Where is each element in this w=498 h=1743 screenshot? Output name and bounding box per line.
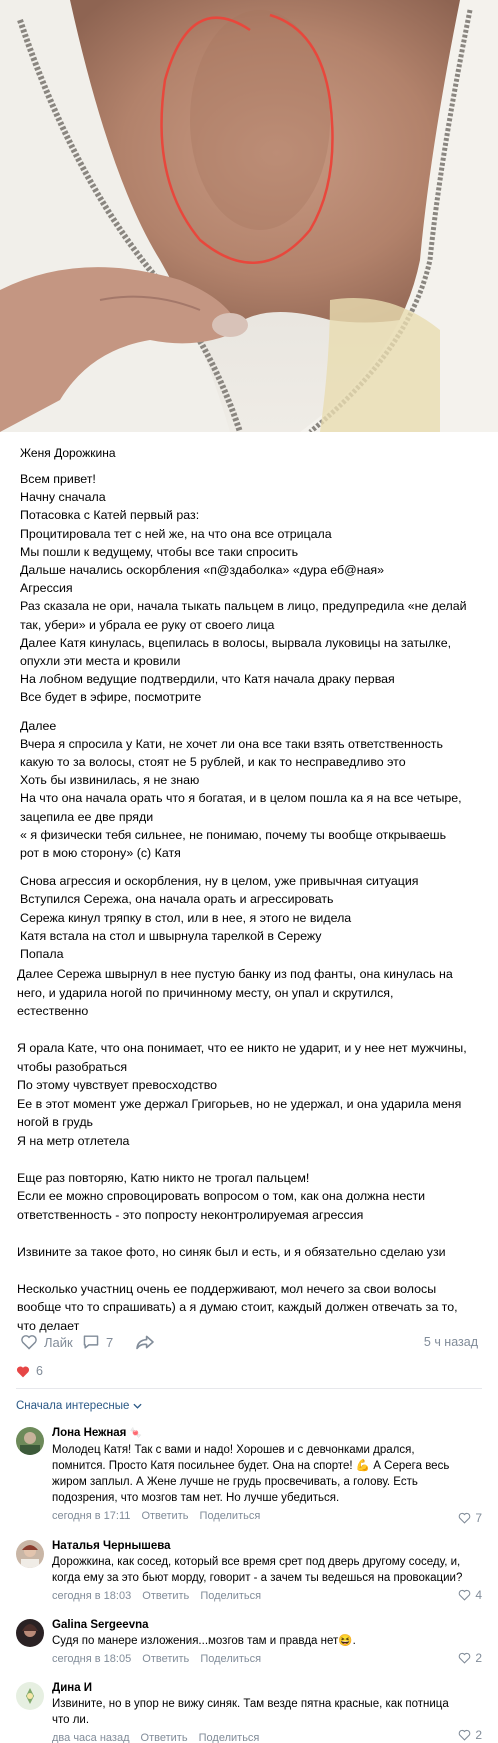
screenshot-author: Женя Дорожкина: [20, 446, 116, 460]
paragraph-gap: [17, 1261, 488, 1280]
avatar[interactable]: [16, 1540, 44, 1568]
avatar[interactable]: [16, 1619, 44, 1647]
text-line: ответственность - это попросту неконтролируемая агрессия: [17, 1207, 364, 1222]
screenshot-text: [20, 470, 488, 963]
text-line: Ее в этот момент уже держал Григорьев, но не удержал, и она ударила меня: [17, 1096, 462, 1111]
comment-author[interactable]: Galina Sergeevna: [52, 1619, 149, 1631]
text-line: Катя встала на стол и швырнула тарелкой в Сережу: [20, 928, 322, 943]
comment-meta: [52, 1588, 482, 1604]
share-link[interactable]: Поделиться: [198, 1732, 260, 1743]
text-line: Мы пошли к ведущему, чтобы все таки спросить: [20, 544, 299, 559]
comment-like-button[interactable]: [458, 1728, 482, 1742]
comment-text: Дорожкина, как сосед, который все время срет под дверь другому соседу, и, когда ему за это бьют морду, говорит - а зачем ты ведешься на провокации?: [52, 1556, 463, 1584]
text-line: Потасовка с Катей первый раз:: [20, 508, 200, 523]
text-line: рот в мою сторону» (с) Катя: [20, 846, 181, 861]
divider: [16, 1388, 482, 1389]
text-line: чтобы разобраться: [17, 1059, 128, 1074]
comment-time: сегодня в 18:05: [52, 1653, 132, 1665]
text-line: Если ее можно спровоцировать вопросом о том, как она должна нести: [17, 1189, 426, 1203]
comment-like-count: 4: [475, 1588, 482, 1602]
text-line: какую то за волосы, стоят не 5 рублей, и как то несправедливо это: [20, 755, 406, 770]
post-actions-bar: [0, 1330, 498, 1360]
paragraph-gap: [20, 862, 488, 872]
text-line: Я орала Кате, что она понимает, что ее никто не ударит, и у нее нет мужчины,: [17, 1041, 467, 1055]
comment-time: сегодня в 18:03: [52, 1590, 132, 1602]
share-arrow-icon: [135, 1334, 155, 1350]
reply-link[interactable]: Ответить: [140, 1732, 188, 1743]
comment-item: [16, 1617, 482, 1669]
like-button[interactable]: [20, 1334, 73, 1350]
comment-item: [16, 1538, 482, 1602]
text-line: Агрессия: [20, 581, 73, 596]
comment-meta: [52, 1730, 482, 1743]
comment-like-count: 2: [475, 1728, 482, 1742]
post-screenshot-1: [0, 432, 498, 965]
reactions-count: 6: [36, 1364, 43, 1378]
text-line: По этому чувствует превосходство: [17, 1078, 218, 1092]
text-line: естественно: [17, 1004, 89, 1018]
text-line: На лобном ведущие подтвердили, что Катя начала драку первая: [20, 672, 395, 687]
heart-outline-icon: [458, 1652, 471, 1664]
text-line: опухли эти места и кровили: [20, 654, 181, 669]
paragraph-gap: [17, 1150, 488, 1169]
text-line: Дальше начались оскорбления «п@здаболка» «дура еб@ная»: [20, 563, 385, 578]
comment-author[interactable]: Дина И: [52, 1682, 93, 1694]
reply-link[interactable]: Ответить: [142, 1590, 190, 1602]
comments-sort-label: Сначала интересные: [16, 1400, 130, 1412]
text-line: Я на метр отлетела: [17, 1133, 130, 1148]
emoji-badge-icon: 🍬: [129, 1428, 143, 1439]
screenshot-text-continued: [17, 965, 488, 1335]
avatar[interactable]: [16, 1427, 44, 1455]
heart-outline-icon: [458, 1589, 471, 1601]
text-line: Процитировала тет с ней же, на что она все отрицала: [20, 526, 332, 541]
heart-outline-icon: [458, 1512, 471, 1524]
photo-image: [0, 0, 498, 432]
share-link[interactable]: Поделиться: [200, 1590, 262, 1602]
comment-like-count: 7: [475, 1511, 482, 1525]
post-screenshot-2: [0, 965, 498, 1333]
chevron-down-icon: [133, 1403, 142, 1409]
comment-meta: [52, 1651, 482, 1667]
comments-button[interactable]: [82, 1334, 113, 1350]
heart-outline-icon: [458, 1729, 471, 1741]
text-line: Вступился Сережа, она начала орать и агрессировать: [20, 892, 334, 907]
text-line: так, убери» и убрала ее руку от своего лица: [20, 617, 275, 632]
heart-outline-icon: [20, 1334, 38, 1350]
comment-author[interactable]: Лона Нежная 🍬: [52, 1427, 143, 1439]
comment-text: Извините, но в упор не вижу синяк. Там везде пятна красные, как потница что ли.: [52, 1698, 449, 1726]
text-line: Всем привет!: [20, 472, 96, 486]
comment-like-button[interactable]: [458, 1588, 482, 1602]
text-line: вообще что то спрашивать) а я думаю стоит, каждый должен отвечать за то,: [17, 1300, 458, 1314]
text-line: Сережа кинул тряпку в стол, или в нее, я этого не видела: [20, 910, 352, 925]
comment-like-count: 2: [475, 1651, 482, 1665]
comment-time: два часа назад: [52, 1732, 130, 1743]
comment-time: сегодня в 17:11: [52, 1510, 131, 1522]
comment-text: Молодец Катя! Так с вами и надо! Хорошев и с девчонками дрался, помнится. Просто Катя посильнее будет. Она на спорте! 💪 А Серега весь жиром заплыл. А Жене лучше не грудь просвечивать, а голову. Есть подозрения, что мозгов там нет. Но лучше убедиться.: [52, 1444, 450, 1504]
paragraph-gap: [17, 1021, 488, 1040]
text-line: Раз сказала не ори, начала тыкать пальцем в лицо, предупредила «не делай: [20, 599, 467, 614]
paragraph-gap: [20, 707, 488, 717]
comments-count: 7: [106, 1334, 114, 1350]
text-line: ногой в грудь: [17, 1115, 94, 1129]
text-line: Далее Катя кинулась, вцепилась в волосы, вырвала луковицы на затылке,: [20, 635, 452, 650]
post-photo[interactable]: [0, 0, 498, 432]
paragraph-gap: [17, 1224, 488, 1243]
text-line: Снова агрессия и оскорбления, ну в целом, уже привычная ситуация: [20, 874, 419, 889]
reactions-summary[interactable]: [16, 1364, 43, 1378]
avatar[interactable]: [16, 1682, 44, 1710]
comment-icon: [82, 1334, 100, 1350]
text-line: Еще раз повторяю, Катю никто не трогал пальцем!: [17, 1170, 310, 1185]
like-label: Лайк: [44, 1334, 73, 1350]
text-line: « я физически тебя сильнее, не понимаю, почему ты вообще открываешь: [20, 827, 447, 842]
comment-item: [16, 1680, 482, 1743]
comment-item: [16, 1425, 482, 1525]
post-time: 5 ч назад: [423, 1335, 478, 1349]
text-line: Несколько участниц очень ее поддерживают, мол нечего за свои волосы: [17, 1281, 437, 1296]
text-line: На что она начала орать что я богатая, и в целом пошла ка я на все четыре,: [20, 791, 462, 806]
share-link[interactable]: Поделиться: [199, 1510, 261, 1522]
text-line: Попала: [20, 947, 64, 962]
comment-like-button[interactable]: [458, 1511, 482, 1525]
reply-link[interactable]: Ответить: [141, 1510, 189, 1522]
heart-filled-icon: [16, 1365, 30, 1378]
text-line: Далее Сережа швырнул в нее пустую банку из под фанты, она кинулась на: [17, 967, 453, 981]
text-line: зацепила ее две пряди: [20, 809, 154, 824]
comments-sort-dropdown[interactable]: [16, 1400, 142, 1412]
share-link[interactable]: Поделиться: [200, 1653, 262, 1665]
comment-like-button[interactable]: [458, 1651, 482, 1665]
text-line: Извините за такое фото, но синяк был и есть, и я обязательно сделаю узи: [17, 1244, 446, 1259]
text-line: что делает: [17, 1318, 80, 1333]
comment-meta: [52, 1508, 482, 1524]
text-line: него, и ударила ногой по причинному месту, он упал и скрутился,: [17, 985, 394, 1000]
text-line: Начну сначала: [20, 490, 106, 505]
text-line: Далее: [20, 718, 57, 733]
comment-author[interactable]: Наталья Чернышева: [52, 1540, 171, 1552]
comment-text: Судя по манере изложения...мозгов там и правда нет😆.: [52, 1635, 356, 1647]
text-line: Все будет в эфире, посмотрите: [20, 690, 202, 705]
reply-link[interactable]: Ответить: [142, 1653, 190, 1665]
text-line: Вчера я спросила у Кати, не хочет ли она все таки взять ответственность: [20, 736, 443, 751]
share-button[interactable]: [135, 1334, 155, 1350]
text-line: Хоть бы извинилась, я не знаю: [20, 773, 200, 788]
